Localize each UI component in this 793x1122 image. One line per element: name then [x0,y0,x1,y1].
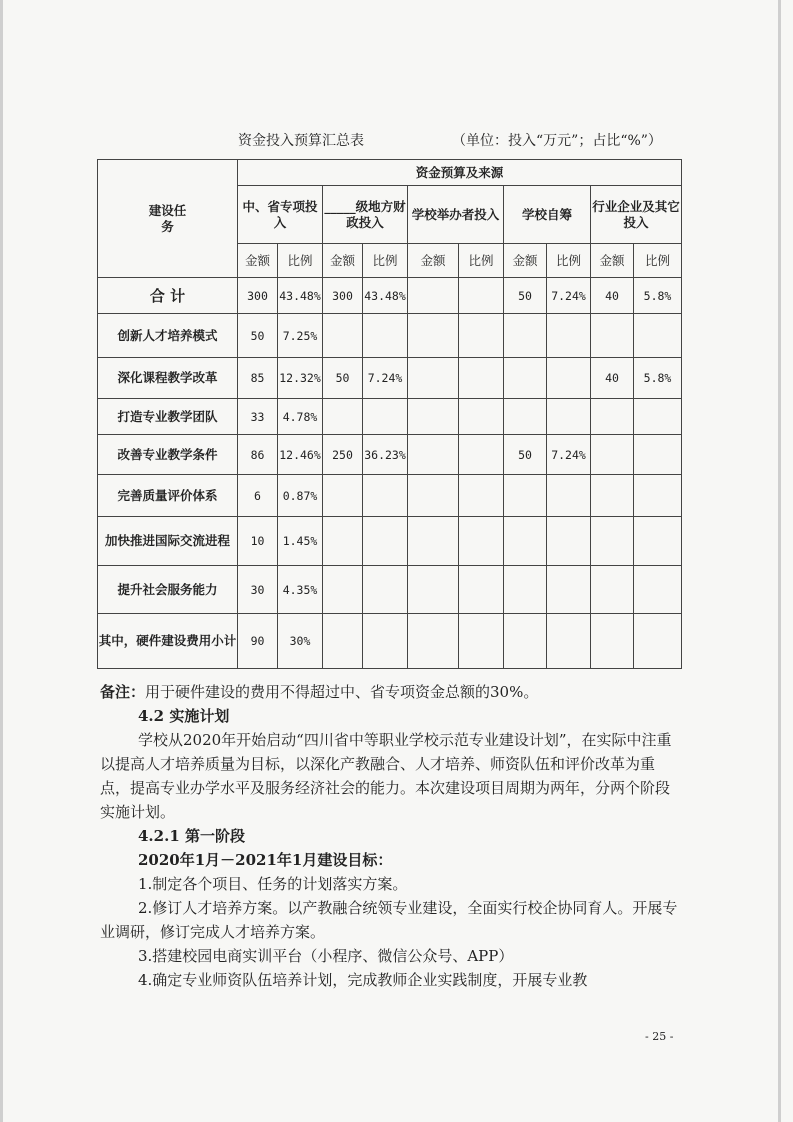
amount-cell: 10 [238,517,278,566]
scan-edge [0,0,3,1122]
ratio-cell [547,358,591,399]
header-source: 行业企业及其它投入 [591,186,682,244]
ratio-cell: 12.46% [278,435,323,475]
ratio-cell: 1.45% [278,517,323,566]
table-row [98,435,682,475]
amount-cell [408,475,459,517]
ratio-cell [363,314,408,358]
amount-cell: 50 [504,435,547,475]
ratio-cell [459,278,504,314]
amount-cell [323,475,363,517]
header-task: 建设任务 [98,160,238,278]
ratio-cell: 7.25% [278,314,323,358]
list-item: 2.修订人才培养方案。以产教融合统领专业建设，全面实行校企协同育人。开展专业调研，修订完成人才培养方案。 [100,899,678,941]
table-title: 资金投入预算汇总表 [238,133,364,149]
header-source: _____级地方财政投入 [323,186,408,244]
list-item: 1.制定各个项目、任务的计划落实方案。 [138,875,408,893]
task-cell: 创新人才培养模式 [98,314,238,358]
amount-cell [408,358,459,399]
ratio-cell [634,435,682,475]
goal-heading: 2020年1月－2021年1月建设目标： [138,851,393,869]
amount-cell [591,614,634,669]
amount-cell: 85 [238,358,278,399]
table-row [98,358,682,399]
header-ratio: 比例 [278,244,323,278]
amount-cell: 50 [238,314,278,358]
ratio-cell: 7.24% [363,358,408,399]
amount-cell [504,358,547,399]
ratio-cell [634,566,682,614]
amount-cell [591,314,634,358]
amount-cell: 300 [238,278,278,314]
ratio-cell [363,566,408,614]
header-budget: 资金预算及来源 [238,160,682,186]
amount-cell [504,475,547,517]
amount-cell [591,399,634,435]
table-row [98,314,682,358]
amount-cell [591,566,634,614]
amount-cell [408,399,459,435]
header-ratio: 比例 [547,244,591,278]
ratio-cell: 4.35% [278,566,323,614]
amount-cell [591,435,634,475]
list-item: 4.确定专业师资队伍培养计划，完成教师企业实践制度，开展专业教 [138,971,588,989]
amount-cell: 33 [238,399,278,435]
amount-cell: 40 [591,278,634,314]
ratio-cell [363,517,408,566]
task-cell: 深化课程教学改革 [98,358,238,399]
ratio-cell [459,399,504,435]
ratio-cell [634,475,682,517]
amount-cell [408,435,459,475]
header-source: 中、省专项投入 [238,186,323,244]
header-amount: 金额 [408,244,459,278]
amount-cell [408,314,459,358]
amount-cell: 40 [591,358,634,399]
unit-note: （单位：投入“万元”；占比“%”） [452,133,662,149]
ratio-cell [634,614,682,669]
amount-cell: 250 [323,435,363,475]
amount-cell [504,399,547,435]
section-heading: 4.2.1 第一阶段 [138,827,245,845]
task-cell: 提升社会服务能力 [98,566,238,614]
header-amount: 金额 [323,244,363,278]
ratio-cell [547,314,591,358]
amount-cell [408,566,459,614]
amount-cell: 90 [238,614,278,669]
header-amount: 金额 [591,244,634,278]
header-amount: 金额 [238,244,278,278]
ratio-cell [459,566,504,614]
ratio-cell: 5.8% [634,278,682,314]
budget-table [97,159,682,669]
header-ratio: 比例 [634,244,682,278]
amount-cell: 6 [238,475,278,517]
task-cell: 打造专业教学团队 [98,399,238,435]
ratio-cell [363,614,408,669]
ratio-cell: 0.87% [278,475,323,517]
ratio-cell [363,399,408,435]
ratio-cell: 4.78% [278,399,323,435]
amount-cell: 50 [323,358,363,399]
table-row [98,614,682,669]
amount-cell [323,517,363,566]
amount-cell [408,278,459,314]
section-heading: 4.2 实施计划 [138,707,230,725]
header-source: 学校自筹 [504,186,591,244]
ratio-cell: 12.32% [278,358,323,399]
ratio-cell: 5.8% [634,358,682,399]
amount-cell [323,314,363,358]
table-row [98,278,682,314]
ratio-cell: 43.48% [363,278,408,314]
ratio-cell [459,435,504,475]
note: 备注：用于硬件建设的费用不得超过中、省专项资金总额的30%。 [100,683,539,701]
header-amount: 金额 [504,244,547,278]
ratio-cell [459,614,504,669]
amount-cell [504,314,547,358]
ratio-cell: 7.24% [547,435,591,475]
table-row [98,399,682,435]
ratio-cell [547,566,591,614]
ratio-cell [634,314,682,358]
ratio-cell [547,399,591,435]
page-number: - 25 - [645,1030,674,1043]
amount-cell: 30 [238,566,278,614]
amount-cell [323,399,363,435]
paragraph: 学校从2020年开始启动“四川省中等职业学校示范专业建设计划”，在实际中注重以提高人才培养质量为目标，以深化产教融合、人才培养、师资队伍和评价改革为重点，提高专业办学水平及服务经济社会的能力。本次建设项目周期为两年，分两个阶段实施计划。 [100,731,672,821]
header-source: 学校举办者投入 [408,186,504,244]
amount-cell [323,566,363,614]
amount-cell [408,614,459,669]
ratio-cell: 43.48% [278,278,323,314]
amount-cell [591,517,634,566]
ratio-cell [363,475,408,517]
ratio-cell [634,399,682,435]
amount-cell [504,566,547,614]
ratio-cell [547,475,591,517]
table-row [98,517,682,566]
list-item: 3.搭建校园电商实训平台（小程序、微信公众号、APP） [138,947,514,965]
amount-cell: 86 [238,435,278,475]
table-row [98,566,682,614]
header-ratio: 比例 [363,244,408,278]
ratio-cell [547,614,591,669]
task-cell: 其中，硬件建设费用小计 [98,614,238,669]
amount-cell [504,614,547,669]
ratio-cell [459,358,504,399]
task-cell: 完善质量评价体系 [98,475,238,517]
ratio-cell: 7.24% [547,278,591,314]
amount-cell [504,517,547,566]
amount-cell [591,475,634,517]
ratio-cell [634,517,682,566]
ratio-cell [459,475,504,517]
table-row [98,475,682,517]
ratio-cell: 36.23% [363,435,408,475]
task-cell: 合 计 [98,278,238,314]
ratio-cell [459,314,504,358]
amount-cell [323,614,363,669]
ratio-cell [547,517,591,566]
amount-cell [408,517,459,566]
amount-cell: 300 [323,278,363,314]
task-cell: 加快推进国际交流进程 [98,517,238,566]
header-ratio: 比例 [459,244,504,278]
ratio-cell [459,517,504,566]
amount-cell: 50 [504,278,547,314]
scan-edge [778,0,781,1122]
ratio-cell: 30% [278,614,323,669]
task-cell: 改善专业教学条件 [98,435,238,475]
